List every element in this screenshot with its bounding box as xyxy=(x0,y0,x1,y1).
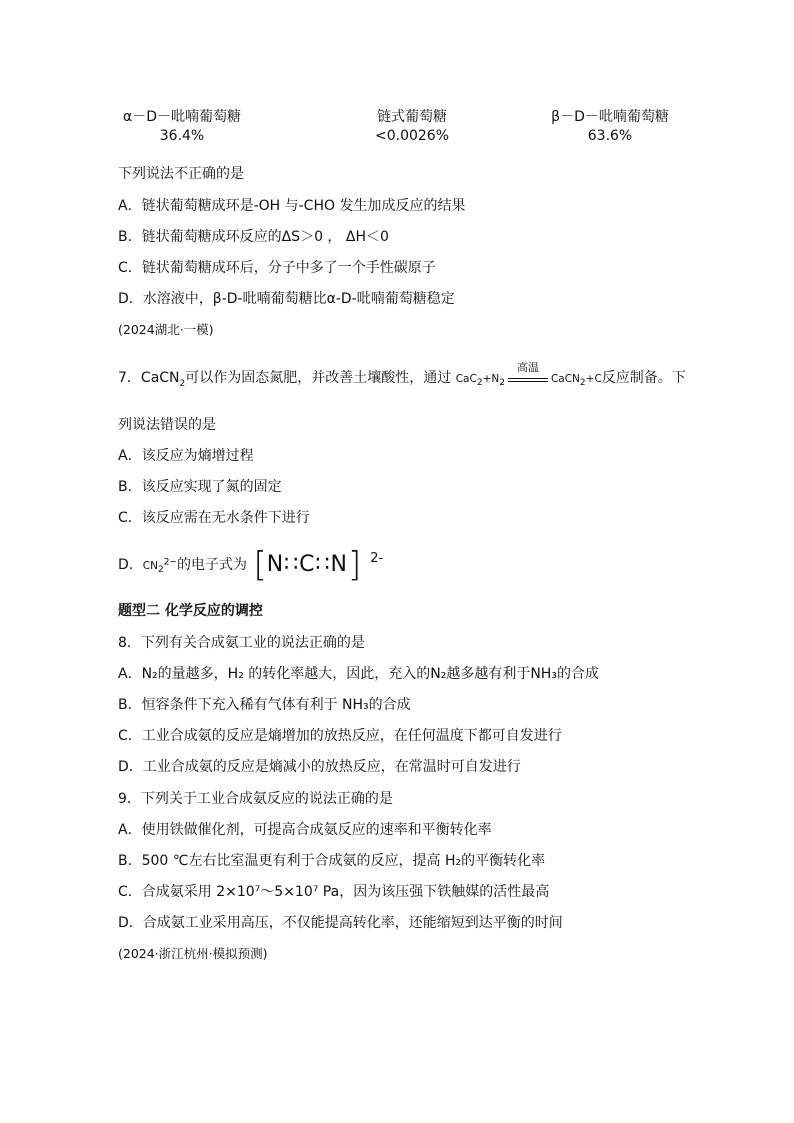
structure-percent: 36.4% xyxy=(159,128,205,144)
reaction-arrow-icon: 高温 xyxy=(506,370,550,388)
q8-option-b: B．恒容条件下充入稀有气体有利于 NH₃的合成 xyxy=(118,697,411,713)
question-number: 7． xyxy=(118,370,141,386)
q8-option-d: D．工业合成氨的反应是熵减小的放热反应，在常温时可自发进行 xyxy=(118,759,521,775)
equation: $CaC_2+N_2$ 高温 CaCN$_2$+C xyxy=(455,361,602,389)
q6-option-b: B．链状葡萄糖成环反应的ΔS＞0 ， ΔH＜0 xyxy=(118,229,389,245)
q6-option-d: D．水溶液中，β-D-吡喃葡萄糖比α-D-吡喃葡萄糖稳定 xyxy=(118,291,455,307)
q9-source: (2024·浙江杭州·模拟预测) xyxy=(118,946,268,961)
q9-option-a: A．使用铁做催化剂，可提高合成氨反应的速率和平衡转化率 xyxy=(118,822,492,838)
structure-percent: 63.6% xyxy=(587,128,633,144)
q7-text-2: 反应制备。下 xyxy=(601,370,686,386)
q9-option-c: C．合成氨采用 2×10⁷～5×10⁷ Pa，因为该压强下铁触媒的活性最高 xyxy=(118,884,550,900)
structure-name: 链式葡萄糖 xyxy=(377,109,447,125)
q7-text-1: 可以作为固态氮肥，并改善土壤酸性，通过 xyxy=(185,370,452,386)
chain-glucose-label xyxy=(352,108,472,146)
q6-stem: 下列说法不正确的是 xyxy=(118,166,244,182)
lewis-structure: [ N∷C∷N ] 2- xyxy=(253,545,384,585)
q8-option-a: A．N₂的量越多，H₂ 的转化率越大，因此，充入的N₂越多越有利于NH₃的合成 xyxy=(118,666,599,682)
q7-option-d: D．$CN_2^{2-}$的电子式为 [ N∷C∷N ] 2- xyxy=(118,545,384,585)
subscript: 2 xyxy=(179,378,186,389)
alpha-glucose-label xyxy=(118,108,246,146)
q7-stem-line1 xyxy=(118,361,686,389)
structure-name: α－D－吡喃葡萄糖 xyxy=(122,109,241,125)
q7-option-a: A．该反应为熵增过程 xyxy=(118,448,254,464)
q7-stem-line2: 列说法错误的是 xyxy=(118,417,216,433)
beta-glucose-label xyxy=(545,108,675,146)
q9-option-b: B．500 ℃左右比室温更有利于合成氨的反应，提高 H₂的平衡转化率 xyxy=(118,853,546,869)
q8-stem: 8．下列有关合成氨工业的说法正确的是 xyxy=(118,635,365,651)
q9-option-d: D．合成氨工业采用高压，不仅能提高转化率，还能缩短到达平衡的时间 xyxy=(118,915,563,931)
ion-formula: $CN_2^{2-}$ xyxy=(142,557,177,576)
structure-percent: <0.0026% xyxy=(374,128,450,144)
q6-option-a: A．链状葡萄糖成环是-OH 与-CHO 发生加成反应的结果 xyxy=(118,198,466,214)
formula-cacn2: CaCN xyxy=(140,370,180,386)
structure-name: β－D－吡喃葡萄糖 xyxy=(551,109,669,125)
q7-option-c: C．该反应需在无水条件下进行 xyxy=(118,510,310,526)
q7-option-b: B．该反应实现了氮的固定 xyxy=(118,479,282,495)
section-heading: 题型二 化学反应的调控 xyxy=(118,603,263,619)
q6-source: (2024湖北·一模) xyxy=(118,322,214,337)
q9-stem: 9．下列关于工业合成氨反应的说法正确的是 xyxy=(118,791,393,807)
q8-option-c: C．工业合成氨的反应是熵增加的放热反应，在任何温度下都可自发进行 xyxy=(118,728,562,744)
q6-option-c: C．链状葡萄糖成环后，分子中多了一个手性碳原子 xyxy=(118,260,436,276)
